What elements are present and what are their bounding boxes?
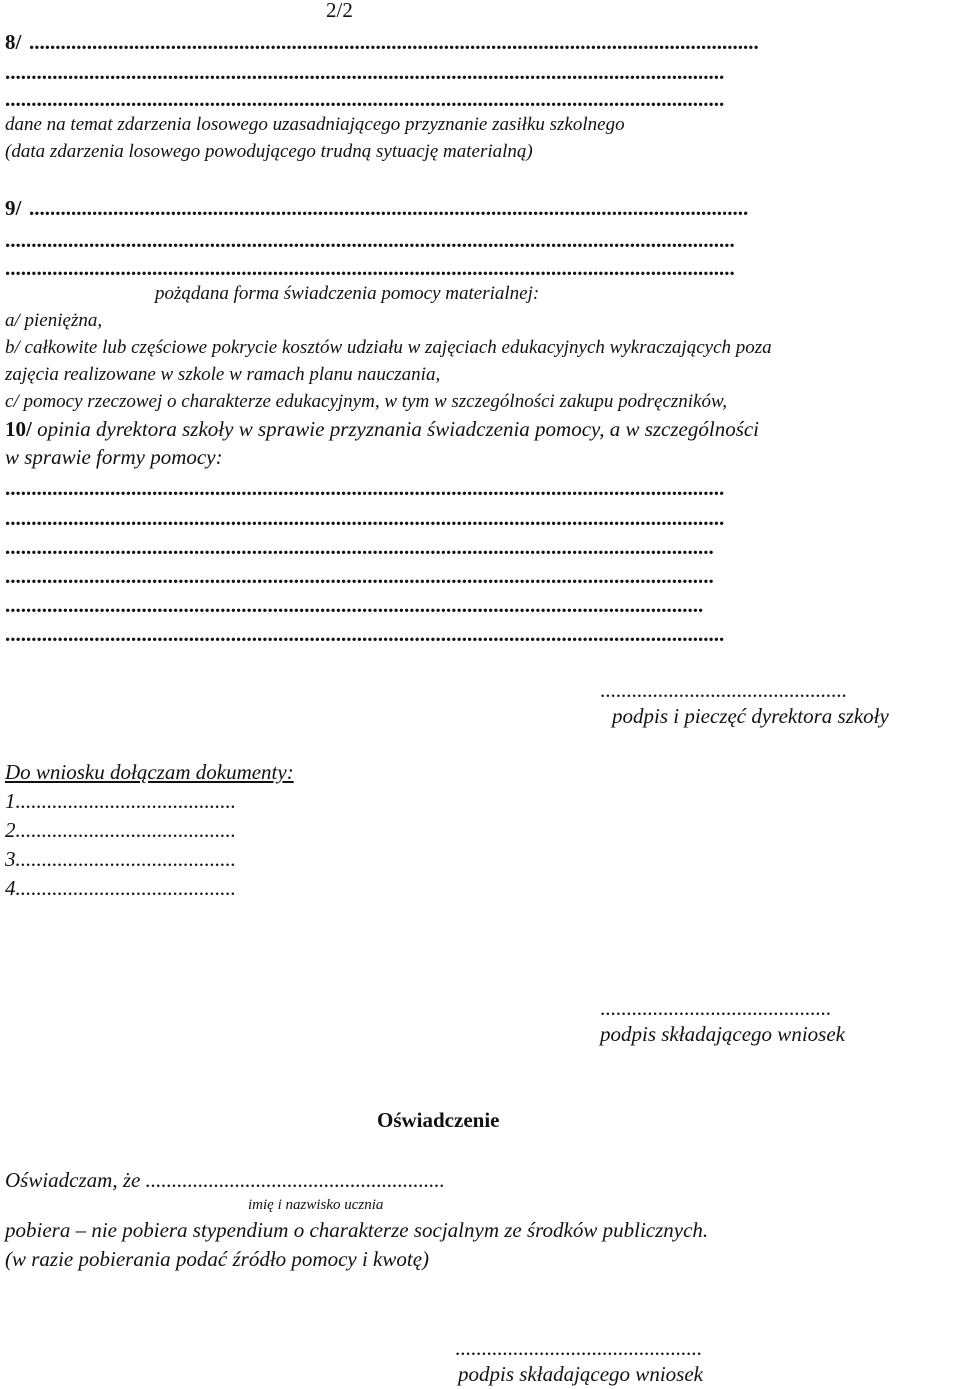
- section-8-dots-1: ...........................................................................................................................................: [29, 30, 759, 54]
- section-8-caption-2: (data zdarzenia losowego powodującego trudną sytuację materialną): [5, 141, 533, 162]
- applicant-signature-dots: ............................................: [600, 996, 831, 1020]
- page-number: 2/2: [326, 0, 353, 22]
- section-9-dots-2: ...........................................................................................................................................: [5, 228, 735, 252]
- section-10-line-1: [5, 419, 759, 440]
- opinion-dots-4: .......................................................................................................................................: [5, 564, 714, 588]
- statement-line-2: pobiera – nie pobiera stypendium o charakterze socjalnym ze środków publicznych.: [5, 1218, 709, 1242]
- option-c: c/ pomocy rzeczowej o charakterze edukacyjnym, w tym w szczególności zakupu podręczników,: [5, 391, 728, 412]
- section-9-heading: pożądana forma świadczenia pomocy materialnej:: [155, 283, 540, 304]
- section-9-label: 9/: [5, 196, 22, 220]
- section-8-label: 8/: [5, 30, 22, 54]
- section-8-dots-2: .........................................................................................................................................: [5, 60, 725, 84]
- attachments-heading: Do wniosku dołączam dokumenty:: [5, 760, 294, 784]
- statement-line-1: Oświadczam, że .........................................................: [5, 1168, 445, 1192]
- attachment-2: 2..........................................: [5, 818, 236, 842]
- section-8-dots-3: .........................................................................................................................................: [5, 87, 725, 111]
- opinion-dots-1: .........................................................................................................................................: [5, 476, 725, 500]
- applicant-signature-2-dots: ...............................................: [455, 1336, 702, 1360]
- statement-title: Oświadczenie: [377, 1108, 500, 1132]
- attachment-4: 4..........................................: [5, 876, 236, 900]
- section-8-caption-1: dane na temat zdarzenia losowego uzasadniającego przyznanie zasiłku szkolnego: [5, 114, 625, 135]
- attachment-3: 3..........................................: [5, 847, 236, 871]
- section-10-label: 10/: [5, 417, 32, 441]
- student-name-caption: imię i nazwisko ucznia: [248, 1197, 384, 1213]
- applicant-signature-label: podpis składającego wniosek: [600, 1022, 845, 1046]
- opinion-dots-6: .........................................................................................................................................: [5, 622, 725, 646]
- section-10-text-1: opinia dyrektora szkoły w sprawie przyznania świadczenia pomocy, a w szczególności: [31, 417, 760, 441]
- opinion-dots-5: .....................................................................................................................................: [5, 593, 704, 617]
- opinion-dots-3: .......................................................................................................................................: [5, 535, 714, 559]
- opinion-dots-2: .........................................................................................................................................: [5, 506, 725, 530]
- option-b-line-1: b/ całkowite lub częściowe pokrycie kosztów udziału w zajęciach edukacyjnych wykraczających poza: [5, 337, 772, 358]
- option-a: a/ pieniężna,: [5, 310, 103, 331]
- section-10-text-2: w sprawie formy pomocy:: [5, 445, 223, 469]
- director-signature-label: podpis i pieczęć dyrektora szkoły: [612, 704, 889, 728]
- applicant-signature-2-label: podpis składającego wniosek: [458, 1362, 703, 1386]
- option-b-line-2: zajęcia realizowane w szkole w ramach planu nauczania,: [5, 364, 441, 385]
- statement-line-3: (w razie pobierania podać źródło pomocy i kwotę): [5, 1247, 430, 1271]
- attachment-1: 1..........................................: [5, 789, 236, 813]
- section-9-dots-3: ...........................................................................................................................................: [5, 256, 735, 280]
- section-9-dots-1: .........................................................................................................................................: [29, 196, 749, 220]
- director-signature-dots: ...............................................: [600, 678, 847, 702]
